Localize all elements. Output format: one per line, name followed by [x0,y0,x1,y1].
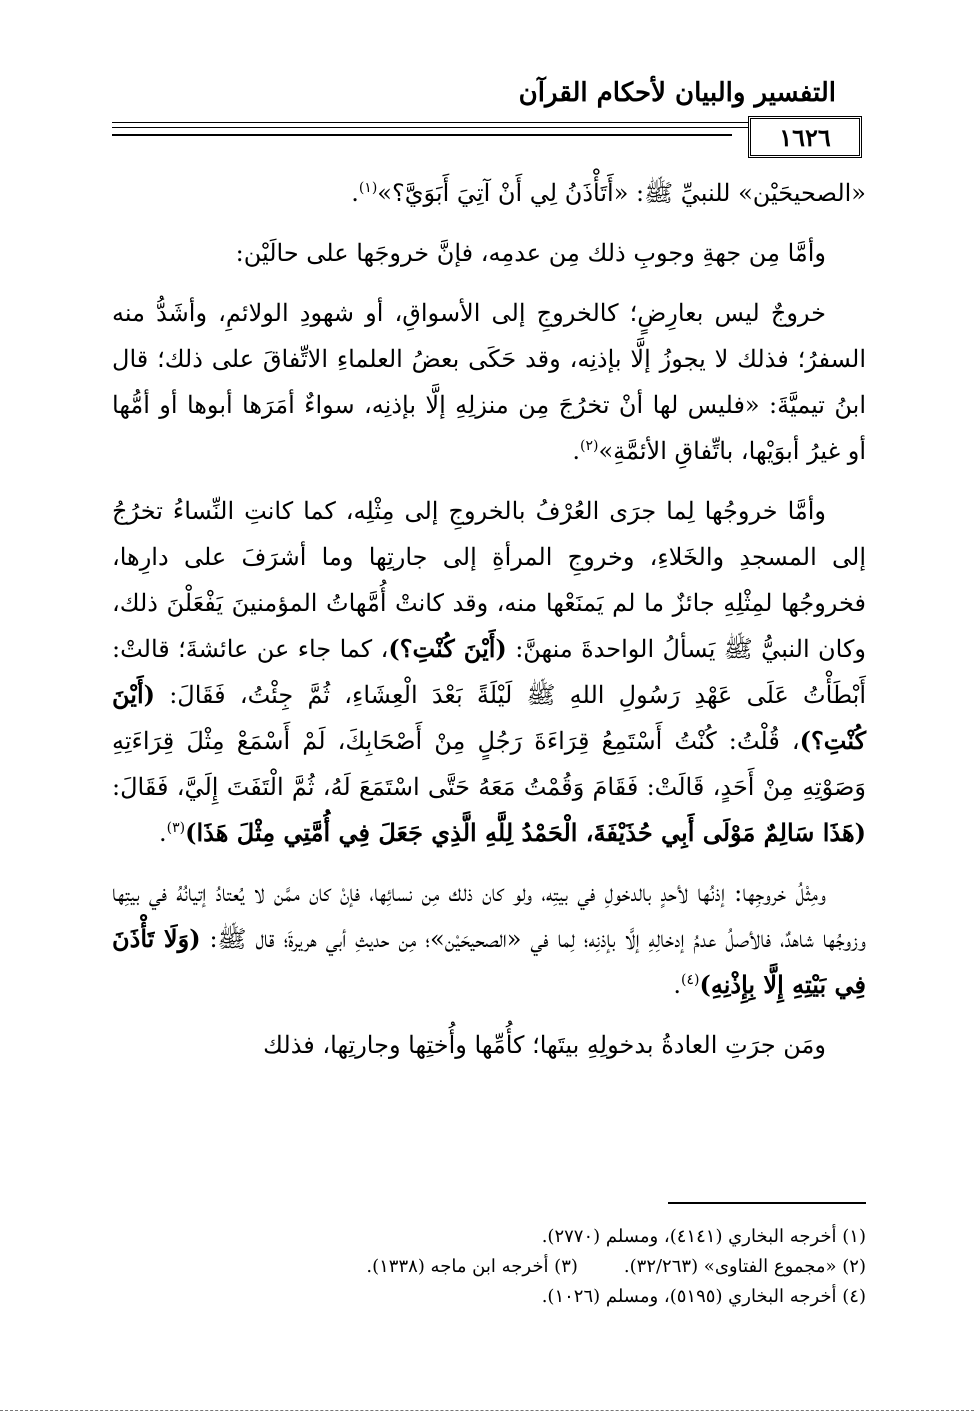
footnote-ref: (٢) [579,438,599,454]
hadith-quote: (أَيْنَ كُنْتِ؟) [112,680,866,755]
paragraph-end: . [572,437,580,465]
scan-edge [0,1410,974,1411]
running-title: التفسير والبيان لأحكام القرآن [518,78,836,108]
page-header [112,78,836,148]
footnote-separator [668,1202,866,1204]
hadith-text: ، قُلْتُ: كُنْتُ أَسْتَمِعُ قِرَاءَةَ رَجُلٍ مِنْ أَصْحَابِكَ، لَمْ أَسْمَعْ مِثْلَ قِرَاءَتِهِ وَصَوْتِهِ مِنْ أَحَدٍ، قَالَتْ: فَقَامَ وَقُمْتُ مَعَهُ حَتَّى اسْتَمَعَ لَهُ، ثُمَّ الْتَفَتَ إِلَيَّ، فَقَالَ: [112,727,866,801]
paragraph: وأمَّا مِن جهةِ وجوبِ ذلك مِن عدمِه، فإنَّ خروجَها على حالَيْن: [235,239,826,267]
footnote-ref: (١) [358,180,378,196]
footnote: (٣) أخرجه ابن ماجه (١٣٣٨). [366,1256,578,1277]
hadith-text: أَبْطَأْتُ عَلَى عَهْدِ رَسُولِ اللهِ ﷺ لَيْلَةً بَعْدَ الْعِشَاءِ، ثُمَّ جِئْتُ، فَقَالَ: [169,681,866,709]
footnote-ref: (٤) [681,972,700,988]
paragraph-end: . [673,971,682,999]
footnote: (٢) «مجموع الفتاوى» (٣٢/٢٦٣). [623,1256,866,1277]
paragraph-text: ، كما جاء عن عائشةَ؛ قالتْ: [112,635,389,663]
main-text [112,170,866,1082]
paragraph-end: . [159,819,167,847]
page-number-rule-left [112,134,732,136]
paragraph-text: وأمَّا خروجُها لِما جرَى العُرْفُ بالخروجِ إلى مِثْلِه، كما كانتِ النِّساءُ تخرُجُ إلى المسجدِ والخَلاءِ، وخروجِ المرأةِ إلى جارتِها وما أشرَفَ على دارِها، فخروجُها لمِثْلِهِ جائزٌ ما لم يَمنَعْها منه، وقد كانتْ أُمَّهاتُ المؤمنينَ يَفْعَلْنَ ذلك، وكان النبيُّ ﷺ يَسألُ الواحدةَ منهنَّ: [112,497,867,663]
header-rule-top [112,122,836,123]
paragraph-end: . [351,179,359,207]
footnote-ref: (٣) [166,820,186,836]
paragraph [112,170,866,216]
header-rule-bottom [112,127,836,128]
paragraph-text: ومِثْلُ خروجِها: إذنُها لأحدٍ بالدخولِ في بيتِه، ولو كان ذلك مِن نسائِها، فإنْ كان ممَّن لا يُعتادُ إتيانُهُ في بيتِها وزوجُها شاهدٌ، فالأصلُ عدمُ إدخالِهِ إلَّا بإذنِه؛ لِما في «الصحيحَيْن»؛ مِن حديثِ أبي هريرةَ؛ قال ﷺ: [112,879,866,953]
footnote-row [112,1252,866,1282]
hadith-quote: (وَلَا تَأْذَنَ فِي بَيْتِهِ إِلَّا بِإِذْنِهِ) [112,924,866,999]
paragraph: ومَن جرَتِ العادةُ بدخولِهِ بيتَها؛ كأُمِّها وأُختِها وجارتِها، فذلك [263,1031,826,1059]
paragraph [112,870,866,1008]
paragraph [112,290,866,474]
page-number: ١٦٢٦ [748,116,862,158]
hadith-quote: (هَذَا سَالِمٌ مَوْلَى أَبِي حُذَيْفَةَ، الْحَمْدُ لِلَّهِ الَّذِي جَعَلَ فِي أُمَّتِي مِثْلَ هَذَا) [185,818,866,847]
paragraph [112,488,866,856]
footnote: (٤) أخرجه البخاري (٥١٩٥)، ومسلم (١٠٢٦). [541,1286,866,1307]
hadith-quote: (أَيْنَ كُنْتِ؟) [388,634,507,663]
footnotes [112,1222,866,1312]
paragraph-text: خروجٌ ليس بعارِضٍ؛ كالخروجِ إلى الأسواقِ، أو شهودِ الولائمِ، وأشَدُّ منه السفرُ؛ فذلك لا يجوزُ إلَّا بإذنِه، وقد حَكَى بعضُ العلماءِ الاتِّفاقَ على ذلك؛ قال ابنُ تيميَّةَ: «فليس لها أنْ تخرُجَ مِن منزلِهِ إلَّا بإذنِه، سواءٌ أمَرَها أبوها أو أمُّها أو غيرُ أبوَيْها، باتِّفاقِ الأئمَّةِ» [112,299,866,465]
paragraph-text: «الصحيحَيْن» للنبيِّ ﷺ: «أَتَأْذَنُ لِي أَنْ آتِيَ أَبَوَيَّ؟» [377,179,866,207]
footnote: (١) أخرجه البخاري (٤١٤١)، ومسلم (٢٧٧٠). [541,1226,866,1247]
